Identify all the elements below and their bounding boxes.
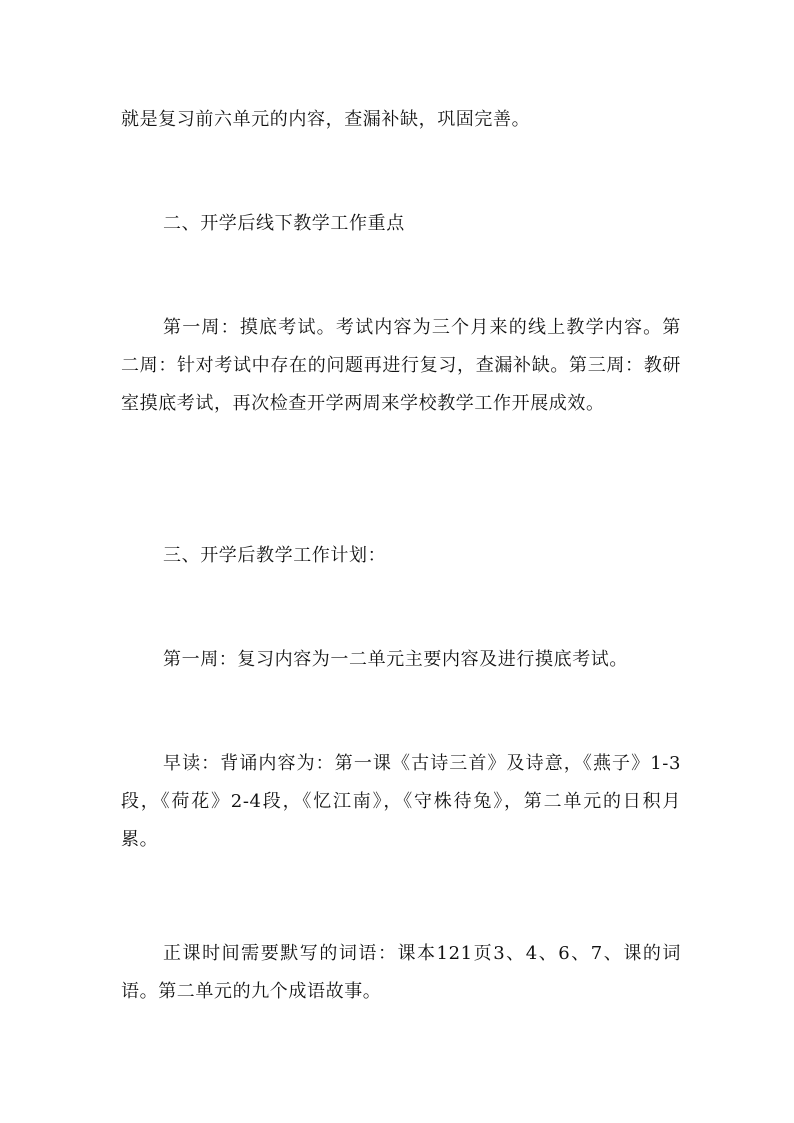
paragraph-weekly-exams: 第一周：摸底考试。考试内容为三个月来的线上教学内容。第二周：针对考试中存在的问题再进行复习，查漏补缺。第三周：教研室摸底考试，再次检查开学两周来学校教学工作开展成效。: [121, 317, 681, 414]
paragraph-morning-reading: 早读：背诵内容为：第一课《古诗三首》及诗意，《燕子》1-3段，《荷花》2-4段，《忆江南》，《守株待兔》，第二单元的日积月累。: [121, 753, 681, 850]
section-heading-3: 三、开学后教学工作计划：: [163, 545, 387, 566]
section-heading-2: 二、开学后线下教学工作重点: [163, 213, 405, 234]
paragraph-dictation: 正课时间需要默写的词语：课本121页3、4、6、7、课的词语。第二单元的九个成语故事。: [121, 943, 681, 1002]
paragraph-week-one: 第一周：复习内容为一二单元主要内容及进行摸底考试。: [163, 649, 628, 670]
paragraph-review-continuation: 就是复习前六单元的内容，查漏补缺，巩固完善。: [121, 109, 531, 130]
